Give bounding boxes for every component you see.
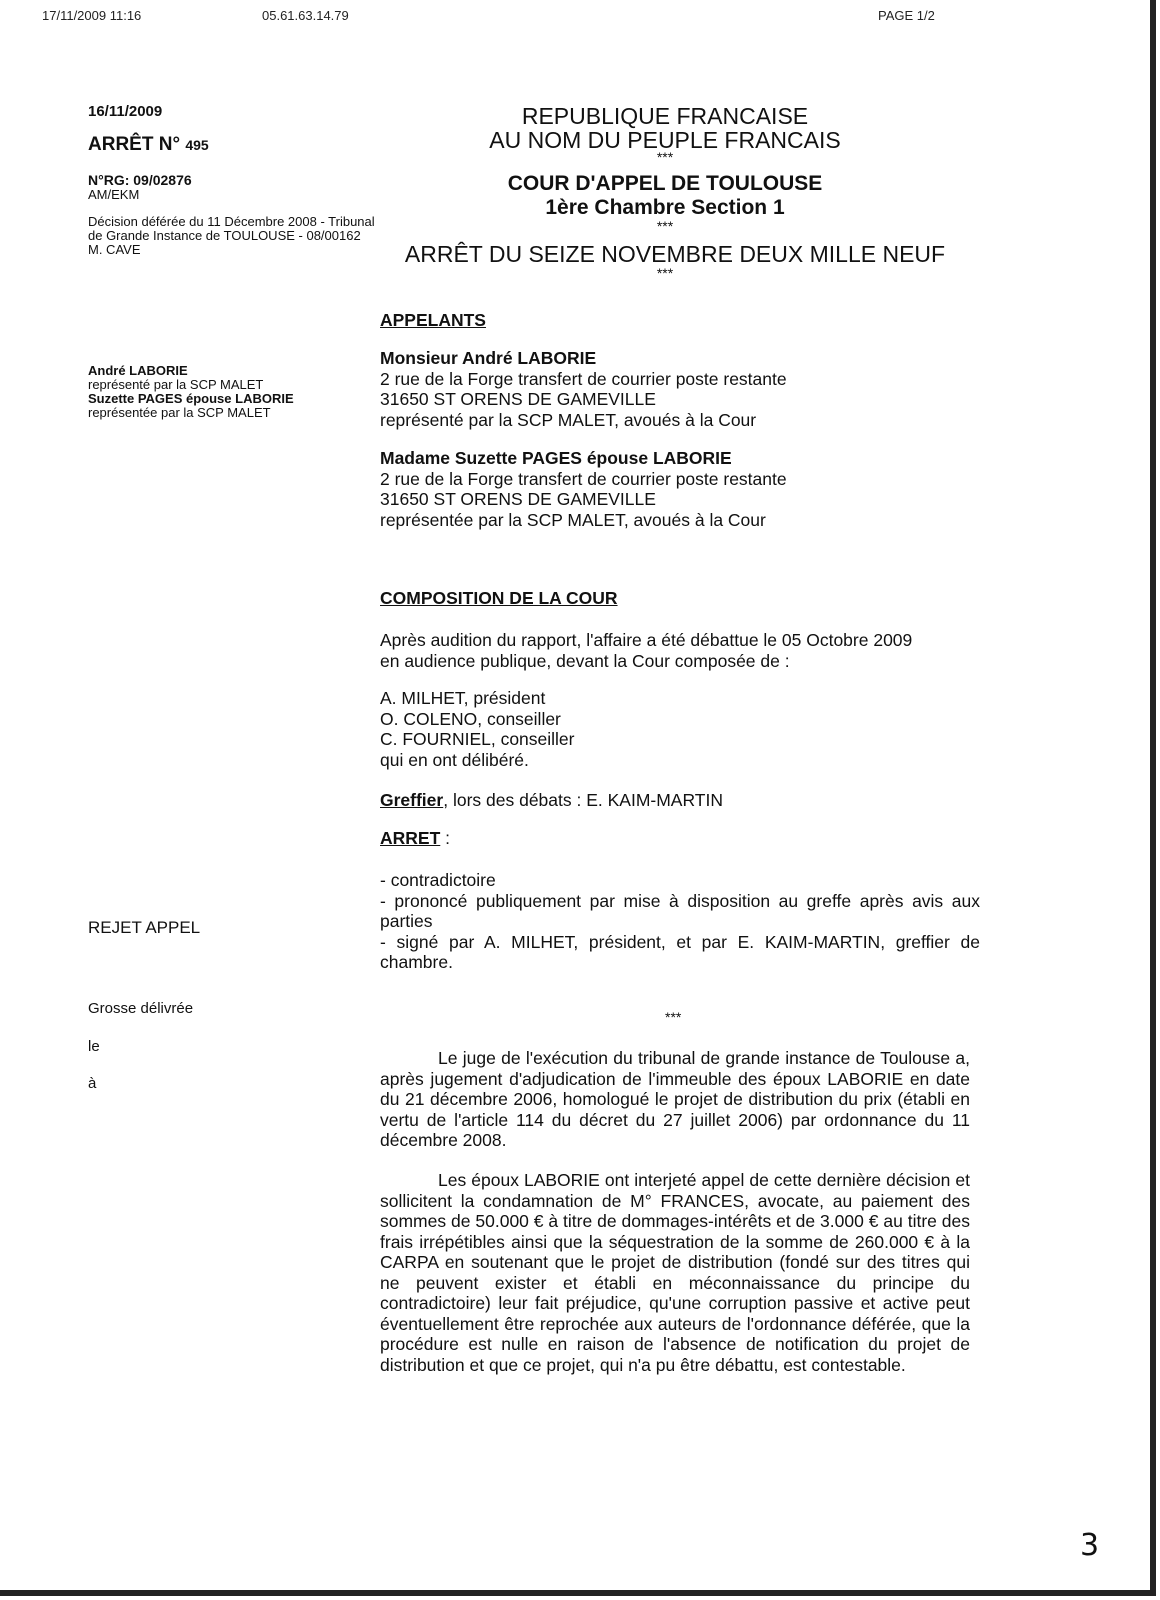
member-conseiller-1: O. COLENO, conseiller [380, 708, 561, 729]
appelant-2-address-1: 2 rue de la Forge transfert de courrier poste restante [380, 468, 787, 489]
composition-intro-1: Après audition du rapport, l'affaire a été débattue le 05 Octobre 2009 [380, 630, 913, 650]
court-name: COUR D'APPEL DE TOULOUSE [507, 172, 823, 195]
body-paragraph-1: Le juge de l'exécution du tribunal de grande instance de Toulouse a, après jugement d'adjudication de l'immeuble des époux LABORIE en date du 21 décembre 2006, homologué le projet de distribution du prix (établi en vertu de l'article 114 du décret du 27 juillet 2006) par ordonnance du 11 décembre 2008. [380, 1048, 970, 1150]
arret-item-1: - contradictoire [380, 870, 496, 890]
grosse-le: le [88, 1038, 100, 1055]
composition-intro [380, 630, 980, 671]
stars-divider: *** [656, 149, 674, 165]
deliberation-note: qui en ont délibéré. [380, 749, 529, 770]
arret-item-3: - signé par A. MILHET, président, et par E. KAIM-MARTIN, greffier de chambre. [380, 931, 980, 972]
arret-title: ARRÊT DU SEIZE NOVEMBRE DEUX MILLE NEUF [404, 241, 946, 267]
appelant-1-address-2: 31650 ST ORENS DE GAMEVILLE [380, 389, 656, 409]
stars-divider: *** [656, 218, 674, 234]
court-members [380, 688, 980, 770]
party1-name: André LABORIE [88, 363, 188, 378]
appelant-1-rep: représenté par la SCP MALET, avoués à la Cour [380, 409, 757, 430]
party1-rep: représenté par la SCP MALET [88, 377, 264, 392]
arret-heading: ARRET [380, 828, 441, 848]
greffier-label: Greffier [380, 790, 444, 810]
fax-number: 05.61.63.14.79 [262, 8, 349, 23]
appelant-1 [380, 348, 980, 430]
chamber-name: 1ère Chambre Section 1 [545, 196, 785, 219]
member-conseiller-2: C. FOURNIEL, conseiller [380, 729, 575, 749]
body-stars: *** [665, 1009, 682, 1025]
stars-divider: *** [656, 265, 674, 281]
composition-heading: COMPOSITION DE LA COUR [380, 588, 618, 608]
decision-date: 16/11/2009 [88, 103, 163, 120]
fax-datetime: 17/11/2009 11:16 [42, 8, 142, 23]
republique-line: REPUBLIQUE FRANCAISE [521, 103, 809, 129]
republique-heading [375, 104, 955, 152]
arret-number: 495 [185, 137, 209, 153]
greffier-line [380, 790, 980, 811]
appelant-2-address-2: 31650 ST ORENS DE GAMEVILLE [380, 489, 656, 509]
court-heading [375, 172, 955, 220]
member-president: A. MILHET, président [380, 688, 546, 708]
decision-line-1: Décision déférée du 11 Décembre 2008 - Tribunal [88, 214, 375, 229]
body-paragraph-2: Les époux LABORIE ont interjeté appel de cette dernière décision et sollicitent la condamnation de M° FRANCES, avocate, au paiement des sommes de 50.000 € à titre de dommages-intérêts et de 3.000 € au titre des frais irrépétibles ainsi que la séquestration de la somme de 260.000 € à la CARPA en soutenant que le projet de distribution (fondé sur des titres qui ne peuvent exister et établi en méconnaissance du principe du contradictoire) leur fait préjudice, qu'une corruption passive et active peut éventuellement être reprochée aux auteurs de l'ordonnance déférée, que la procédure est nulle en raison de l'absence de notification du projet de distribution et que ce projet, qui n'a pu être débattu, est contestable. [380, 1170, 970, 1375]
rg-number: N°RG: 09/02876 [88, 172, 192, 188]
arret-details [380, 870, 980, 973]
arret-item-2: - prononcé publiquement par mise à disposition au greffe après avis aux parties [380, 890, 980, 931]
arret-colon: : [440, 828, 451, 848]
appelant-2-name: Madame Suzette PAGES épouse LABORIE [380, 448, 732, 468]
party2-rep: représentée par la SCP MALET [88, 405, 271, 420]
party2-name: Suzette PAGES épouse LABORIE [88, 391, 294, 406]
peuple-line: AU NOM DU PEUPLE FRANCAIS [489, 127, 841, 153]
decision-line-2: de Grande Instance de TOULOUSE - 08/00162 [88, 228, 361, 243]
grosse-delivree: Grosse délivrée [88, 1000, 194, 1017]
appelant-2 [380, 448, 980, 530]
decision-deferee [88, 215, 375, 257]
composition-intro-2: en audience publique, devant la Cour composée de : [380, 650, 790, 671]
arret-label: ARRÊT N° [88, 134, 181, 155]
arret-line [380, 828, 980, 849]
initials: AM/EKM [88, 187, 140, 202]
appelant-1-address-1: 2 rue de la Forge transfert de courrier poste restante [380, 368, 787, 389]
arret-number-line [88, 134, 209, 156]
appelant-2-rep: représentée par la SCP MALET, avoués à la Cour [380, 509, 766, 530]
grosse-a: à [88, 1075, 97, 1092]
rejet-appel: REJET APPEL [88, 918, 201, 937]
greffier-text: , lors des débats : E. KAIM-MARTIN [443, 790, 723, 810]
handwritten-page-number: 3 [1080, 1528, 1100, 1563]
appelant-1-name: Monsieur André LABORIE [380, 348, 597, 368]
parties-summary [88, 364, 294, 420]
appelants-heading: APPELANTS [380, 310, 486, 330]
fax-page: PAGE 1/2 [878, 8, 935, 23]
decision-line-3: M. CAVE [88, 242, 141, 257]
